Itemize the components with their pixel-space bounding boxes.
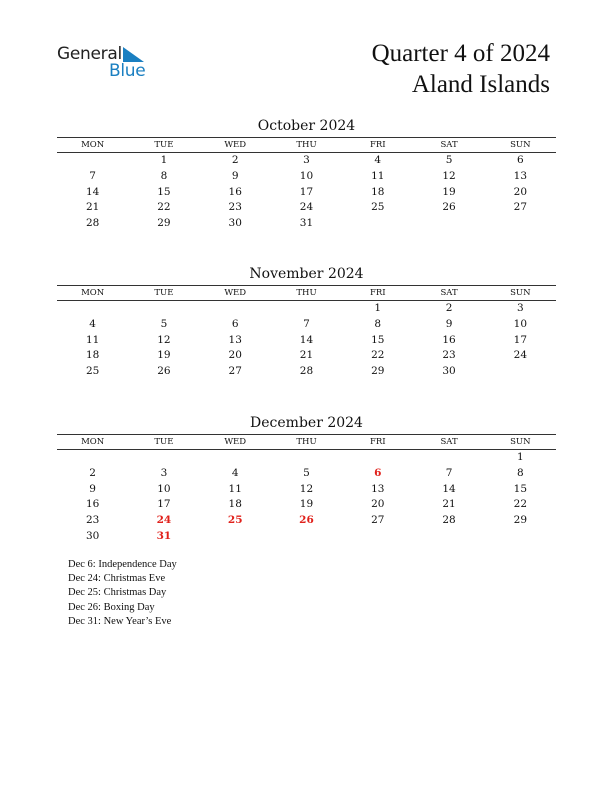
day-cell: 7 bbox=[89, 169, 96, 182]
day-cell: 11 bbox=[228, 482, 242, 495]
empty-day-cell bbox=[413, 216, 484, 232]
day-cell: 10 bbox=[299, 169, 314, 182]
day-cell: 23 bbox=[442, 349, 456, 362]
empty-day-cell bbox=[57, 450, 128, 466]
empty-day-cell bbox=[271, 301, 342, 317]
day-cell: 5 bbox=[445, 154, 453, 166]
week-row bbox=[57, 185, 556, 201]
day-cell: 25 bbox=[371, 201, 385, 214]
empty-day-cell bbox=[200, 301, 271, 317]
day-cell: 3 bbox=[516, 302, 524, 314]
day-cell: 15 bbox=[371, 333, 385, 346]
day-cell: 19 bbox=[442, 185, 456, 198]
day-cell: 4 bbox=[231, 466, 239, 479]
weekday-label: SAT bbox=[440, 288, 458, 298]
day-cell: 10 bbox=[513, 317, 528, 330]
weekday-label: THU bbox=[296, 288, 317, 298]
holiday-notes bbox=[68, 558, 177, 629]
weekday-label: THU bbox=[296, 437, 317, 447]
empty-day-cell bbox=[57, 301, 128, 317]
weekday-header bbox=[57, 285, 556, 301]
empty-day-cell bbox=[271, 529, 342, 545]
day-cell: 28 bbox=[299, 365, 314, 378]
day-cell: 27 bbox=[371, 514, 385, 527]
weekday-header bbox=[57, 434, 556, 450]
day-cell: 1 bbox=[374, 302, 382, 314]
day-cell: 13 bbox=[371, 482, 385, 495]
empty-day-cell bbox=[128, 450, 199, 466]
weekday-label: TUE bbox=[154, 437, 174, 447]
day-cell: 14 bbox=[299, 333, 314, 346]
logo-blue-text: Blue bbox=[109, 61, 146, 81]
week-row bbox=[57, 200, 556, 216]
day-cell: 22 bbox=[513, 498, 528, 511]
day-cell: 3 bbox=[303, 154, 310, 166]
day-cell: 27 bbox=[228, 365, 242, 378]
month-calendar bbox=[57, 265, 556, 380]
holiday-note: Dec 24: Christmas Eve bbox=[68, 573, 166, 585]
empty-day-cell bbox=[413, 529, 484, 545]
day-cell: 23 bbox=[228, 201, 242, 214]
day-cell: 9 bbox=[89, 482, 96, 495]
day-cell: 29 bbox=[371, 365, 385, 378]
day-cell: 14 bbox=[442, 482, 456, 495]
week-row bbox=[57, 450, 556, 466]
weekday-label: TUE bbox=[154, 140, 174, 150]
day-cell: 17 bbox=[299, 185, 314, 198]
day-cell: 3 bbox=[160, 466, 168, 479]
day-cell: 18 bbox=[371, 185, 385, 198]
day-cell: 19 bbox=[157, 349, 171, 362]
day-cell: 26 bbox=[157, 365, 171, 378]
day-cell: 11 bbox=[85, 333, 100, 346]
weekday-label: FRI bbox=[369, 140, 386, 150]
day-cell: 20 bbox=[513, 185, 528, 198]
weekday-label: SUN bbox=[510, 288, 531, 298]
day-cell: 4 bbox=[374, 154, 382, 166]
day-cell: 30 bbox=[85, 529, 100, 542]
day-cell: 22 bbox=[157, 201, 171, 214]
day-cell: 20 bbox=[228, 349, 242, 362]
day-cell: 15 bbox=[513, 482, 528, 495]
month-title: December 2024 bbox=[250, 415, 363, 431]
holiday-note: Dec 6: Independence Day bbox=[68, 559, 177, 570]
day-cell: 8 bbox=[374, 317, 382, 330]
month-calendar bbox=[57, 117, 556, 232]
day-cell: 16 bbox=[85, 498, 100, 511]
day-cell: 31 bbox=[299, 217, 314, 230]
empty-day-cell bbox=[485, 216, 556, 232]
week-row bbox=[57, 497, 556, 513]
weekday-label: SAT bbox=[440, 437, 458, 447]
empty-day-cell bbox=[200, 529, 271, 545]
day-cell: 12 bbox=[442, 169, 456, 182]
weekday-label: SUN bbox=[510, 437, 531, 447]
day-cell: 2 bbox=[445, 302, 453, 314]
empty-day-cell bbox=[413, 450, 484, 466]
weekday-label: FRI bbox=[369, 437, 386, 447]
page-title bbox=[372, 38, 550, 100]
day-cell: 26 bbox=[442, 201, 456, 214]
week-row bbox=[57, 153, 556, 169]
day-cell: 18 bbox=[228, 498, 242, 511]
day-cell: 2 bbox=[231, 154, 239, 166]
holiday-note: Dec 25: Christmas Day bbox=[68, 587, 167, 599]
day-cell: 12 bbox=[299, 482, 314, 495]
day-cell: 7 bbox=[303, 317, 310, 330]
weekday-label: WED bbox=[224, 288, 247, 298]
day-cell: 30 bbox=[442, 365, 456, 378]
week-row bbox=[57, 317, 556, 333]
empty-day-cell bbox=[485, 364, 556, 380]
day-cell: 8 bbox=[160, 169, 168, 182]
empty-day-cell bbox=[271, 450, 342, 466]
quarter-title: Quarter 4 of 2024 bbox=[371, 40, 550, 67]
day-cell: 27 bbox=[513, 201, 528, 214]
day-cell: 25 bbox=[85, 365, 100, 378]
day-cell: 21 bbox=[299, 349, 314, 362]
empty-day-cell bbox=[485, 529, 556, 545]
day-cell: 28 bbox=[85, 217, 100, 230]
day-cell: 26 bbox=[299, 514, 314, 527]
week-row bbox=[57, 333, 556, 349]
weekday-label: MON bbox=[81, 437, 105, 447]
day-cell: 6 bbox=[231, 317, 239, 330]
day-cell: 29 bbox=[513, 514, 528, 527]
day-cell: 11 bbox=[371, 169, 385, 182]
day-cell: 18 bbox=[85, 349, 100, 362]
day-cell: 19 bbox=[299, 498, 314, 511]
day-cell: 16 bbox=[228, 185, 242, 198]
day-cell: 30 bbox=[228, 217, 242, 230]
holiday-note: Dec 26: Boxing Day bbox=[68, 601, 155, 613]
week-row bbox=[57, 466, 556, 482]
day-cell: 5 bbox=[160, 317, 168, 330]
generalblue-logo bbox=[57, 44, 157, 84]
day-cell: 17 bbox=[157, 498, 171, 511]
day-cell: 2 bbox=[89, 466, 96, 479]
week-row bbox=[57, 169, 556, 185]
empty-day-cell bbox=[57, 153, 128, 169]
day-cell: 21 bbox=[85, 201, 100, 214]
weekday-label: MON bbox=[81, 288, 105, 298]
logo-general-text: General bbox=[57, 44, 122, 64]
day-cell: 9 bbox=[445, 317, 453, 330]
day-cell: 13 bbox=[228, 333, 242, 346]
region-title: Aland Islands bbox=[411, 71, 550, 98]
day-cell: 5 bbox=[303, 466, 310, 479]
day-cell: 20 bbox=[371, 498, 385, 511]
day-cell: 24 bbox=[299, 201, 314, 214]
weekday-header bbox=[57, 137, 556, 153]
holiday-note: Dec 31: New Year’s Eve bbox=[68, 615, 172, 627]
day-cell: 25 bbox=[227, 514, 243, 527]
weekday-label: SUN bbox=[510, 140, 531, 150]
day-cell: 7 bbox=[445, 466, 453, 479]
day-cell: 24 bbox=[513, 349, 528, 362]
weekday-label: FRI bbox=[369, 288, 386, 298]
day-cell: 6 bbox=[374, 466, 382, 479]
day-cell: 31 bbox=[156, 529, 172, 542]
day-cell: 28 bbox=[442, 514, 456, 527]
day-cell: 14 bbox=[85, 185, 100, 198]
day-cell: 16 bbox=[442, 333, 456, 346]
month-title: November 2024 bbox=[249, 266, 364, 282]
month-title: October 2024 bbox=[257, 118, 356, 134]
day-cell: 23 bbox=[85, 514, 100, 527]
weekday-label: THU bbox=[296, 140, 317, 150]
weekday-label: SAT bbox=[440, 140, 458, 150]
empty-day-cell bbox=[342, 450, 413, 466]
week-row bbox=[57, 529, 556, 545]
weekday-label: TUE bbox=[154, 288, 174, 298]
day-cell: 15 bbox=[157, 185, 171, 198]
day-cell: 17 bbox=[513, 333, 528, 346]
weekday-label: WED bbox=[224, 437, 247, 447]
week-row bbox=[57, 301, 556, 317]
day-cell: 10 bbox=[157, 482, 171, 495]
day-cell: 1 bbox=[516, 451, 524, 463]
weekday-label: WED bbox=[224, 140, 247, 150]
empty-day-cell bbox=[128, 301, 199, 317]
empty-day-cell bbox=[342, 529, 413, 545]
day-cell: 6 bbox=[516, 154, 524, 166]
empty-day-cell bbox=[200, 450, 271, 466]
week-row bbox=[57, 364, 556, 380]
day-cell: 4 bbox=[89, 317, 96, 330]
day-cell: 9 bbox=[231, 169, 239, 182]
day-cell: 12 bbox=[157, 333, 171, 346]
day-cell: 29 bbox=[157, 217, 171, 230]
day-cell: 1 bbox=[160, 154, 168, 166]
week-row bbox=[57, 216, 556, 232]
day-cell: 13 bbox=[513, 169, 528, 182]
week-row bbox=[57, 348, 556, 364]
day-cell: 22 bbox=[371, 349, 385, 362]
month-calendar bbox=[57, 414, 556, 545]
day-cell: 8 bbox=[516, 466, 524, 479]
day-cell: 24 bbox=[156, 514, 172, 527]
week-row bbox=[57, 482, 556, 498]
weekday-label: MON bbox=[81, 140, 105, 150]
week-row bbox=[57, 513, 556, 529]
day-cell: 21 bbox=[442, 498, 456, 511]
empty-day-cell bbox=[342, 216, 413, 232]
